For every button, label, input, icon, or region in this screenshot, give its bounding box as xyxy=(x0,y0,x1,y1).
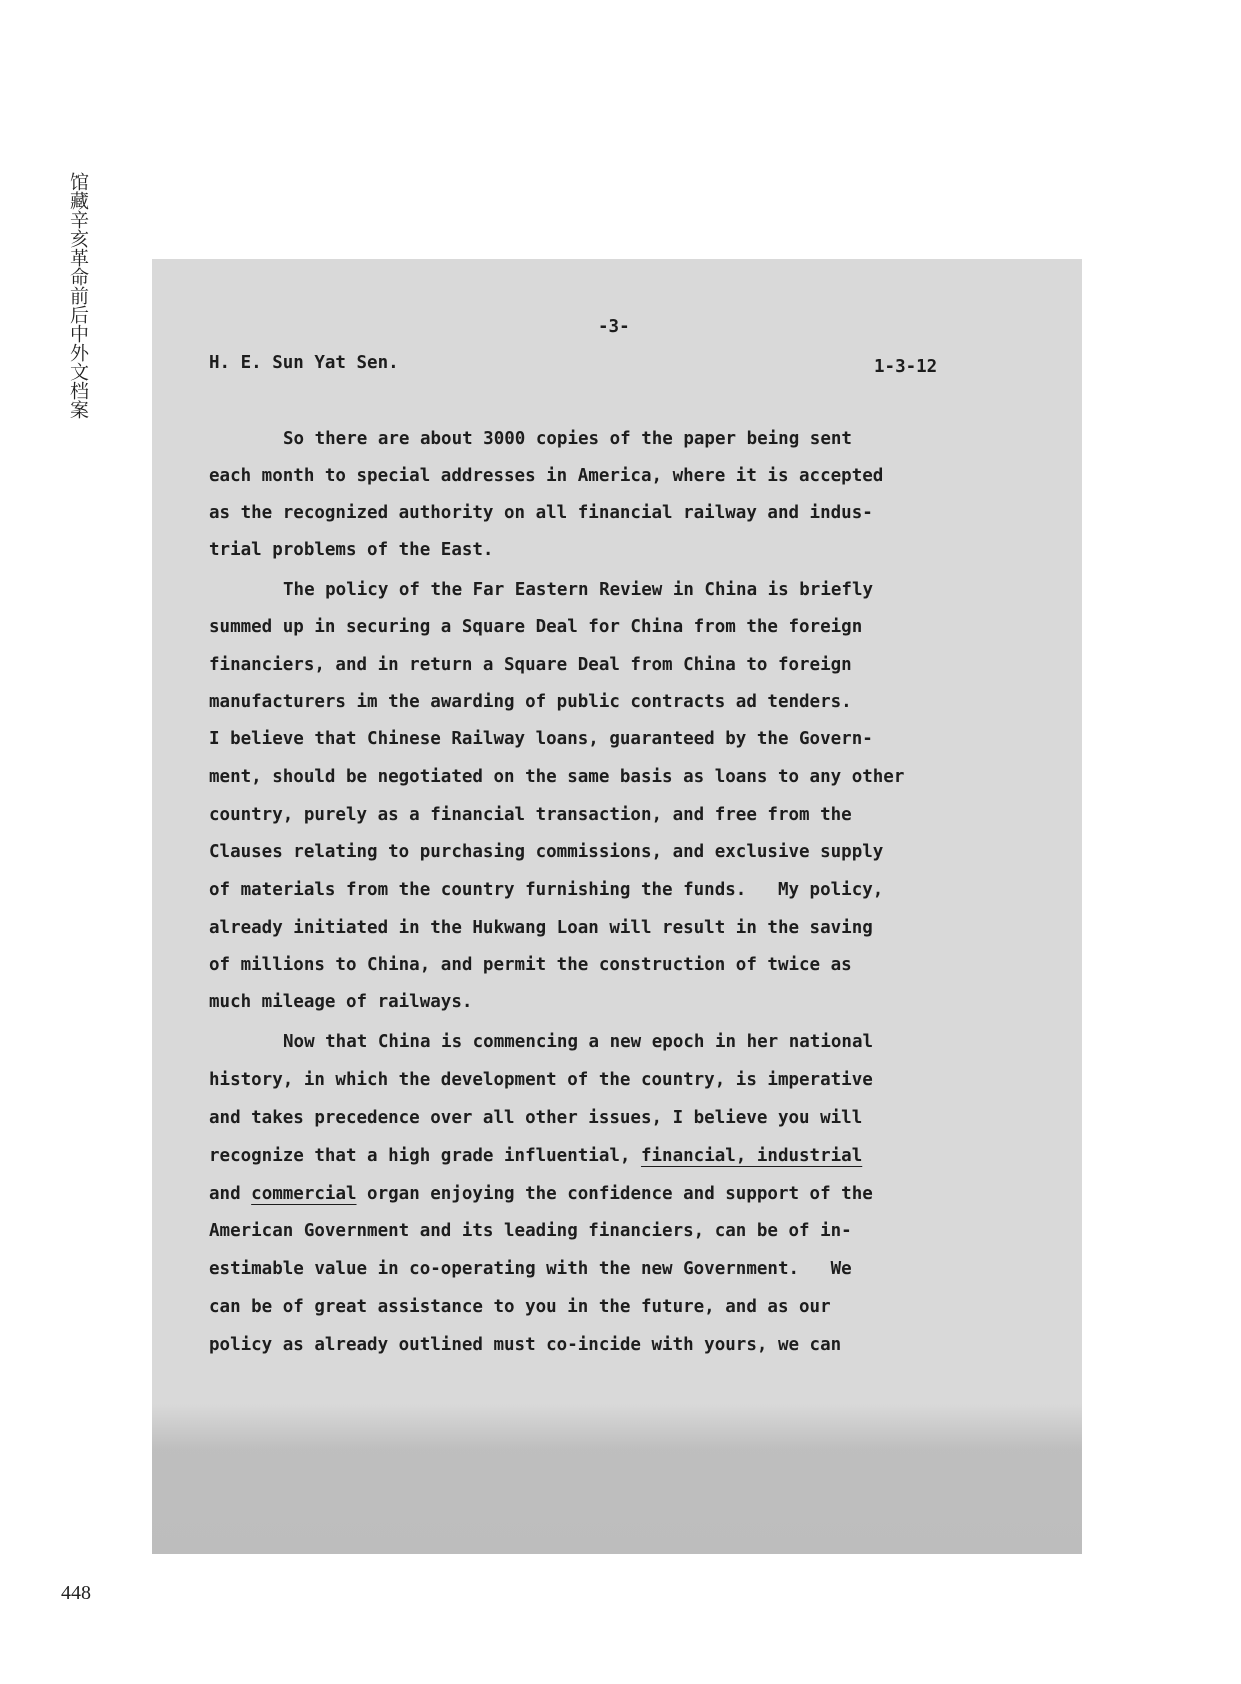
letter-line: The policy of the Far Eastern Review in China is briefly xyxy=(283,580,874,600)
underlined-phrase: commercial xyxy=(251,1184,357,1204)
letter-line: and takes precedence over all other issues, I believe you will xyxy=(209,1108,863,1128)
letter-line xyxy=(209,1146,862,1166)
addressee: H. E. Sun Yat Sen. xyxy=(209,353,399,373)
letter-line: of millions to China, and permit the construction of twice as xyxy=(209,955,852,975)
letter-line: estimable value in co-operating with the new Government. We xyxy=(209,1259,852,1279)
letter-line: policy as already outlined must co-incide with yours, we can xyxy=(209,1335,842,1355)
underlined-phrase: financial, industrial xyxy=(640,1146,863,1166)
letter-line: of materials from the country furnishing the funds. My policy, xyxy=(209,880,884,900)
page-number: 448 xyxy=(61,1582,91,1604)
letter-line: So there are about 3000 copies of the paper being sent xyxy=(283,429,852,449)
letter-line: American Government and its leading financiers, can be of in- xyxy=(209,1221,852,1241)
letter-date: 1-3-12 xyxy=(874,357,938,377)
letter-line-text: recognize that a high grade influential, xyxy=(209,1146,641,1166)
book-side-title: 馆藏辛亥革命前后中外文档案 xyxy=(67,172,89,419)
letter-line: much mileage of railways. xyxy=(209,992,473,1012)
letter-line: Now that China is commencing a new epoch in her national xyxy=(283,1032,874,1052)
letter-line-text: organ enjoying the confidence and support of the xyxy=(356,1184,873,1204)
letter-line: Clauses relating to purchasing commissions, and exclusive supply xyxy=(209,842,884,862)
letter-line: already initiated in the Hukwang Loan will result in the saving xyxy=(209,918,873,938)
letter-line: ment, should be negotiated on the same basis as loans to any other xyxy=(209,767,905,787)
letter-line-text: and xyxy=(209,1184,252,1204)
letter-line: summed up in securing a Square Deal for China from the foreign xyxy=(209,617,863,637)
letter-line: financiers, and in return a Square Deal from China to foreign xyxy=(209,655,852,675)
letter-line: I believe that Chinese Railway loans, guaranteed by the Govern- xyxy=(209,729,873,749)
letter-line: trial problems of the East. xyxy=(209,540,494,560)
typewritten-letter xyxy=(152,259,1082,1554)
letter-line: can be of great assistance to you in the future, and as our xyxy=(209,1297,831,1317)
letter-line: history, in which the development of the country, is imperative xyxy=(209,1070,873,1090)
letter-line: as the recognized authority on all financial railway and indus- xyxy=(209,503,873,523)
letter-line: manufacturers im the awarding of public contracts ad tenders. xyxy=(209,692,852,712)
scanned-letter-page xyxy=(152,259,1082,1554)
letter-line: country, purely as a financial transaction, and free from the xyxy=(209,805,852,825)
letter-line xyxy=(209,1184,873,1204)
letter-line: each month to special addresses in America, where it is accepted xyxy=(209,466,884,486)
leaf-number: -3- xyxy=(598,317,630,337)
